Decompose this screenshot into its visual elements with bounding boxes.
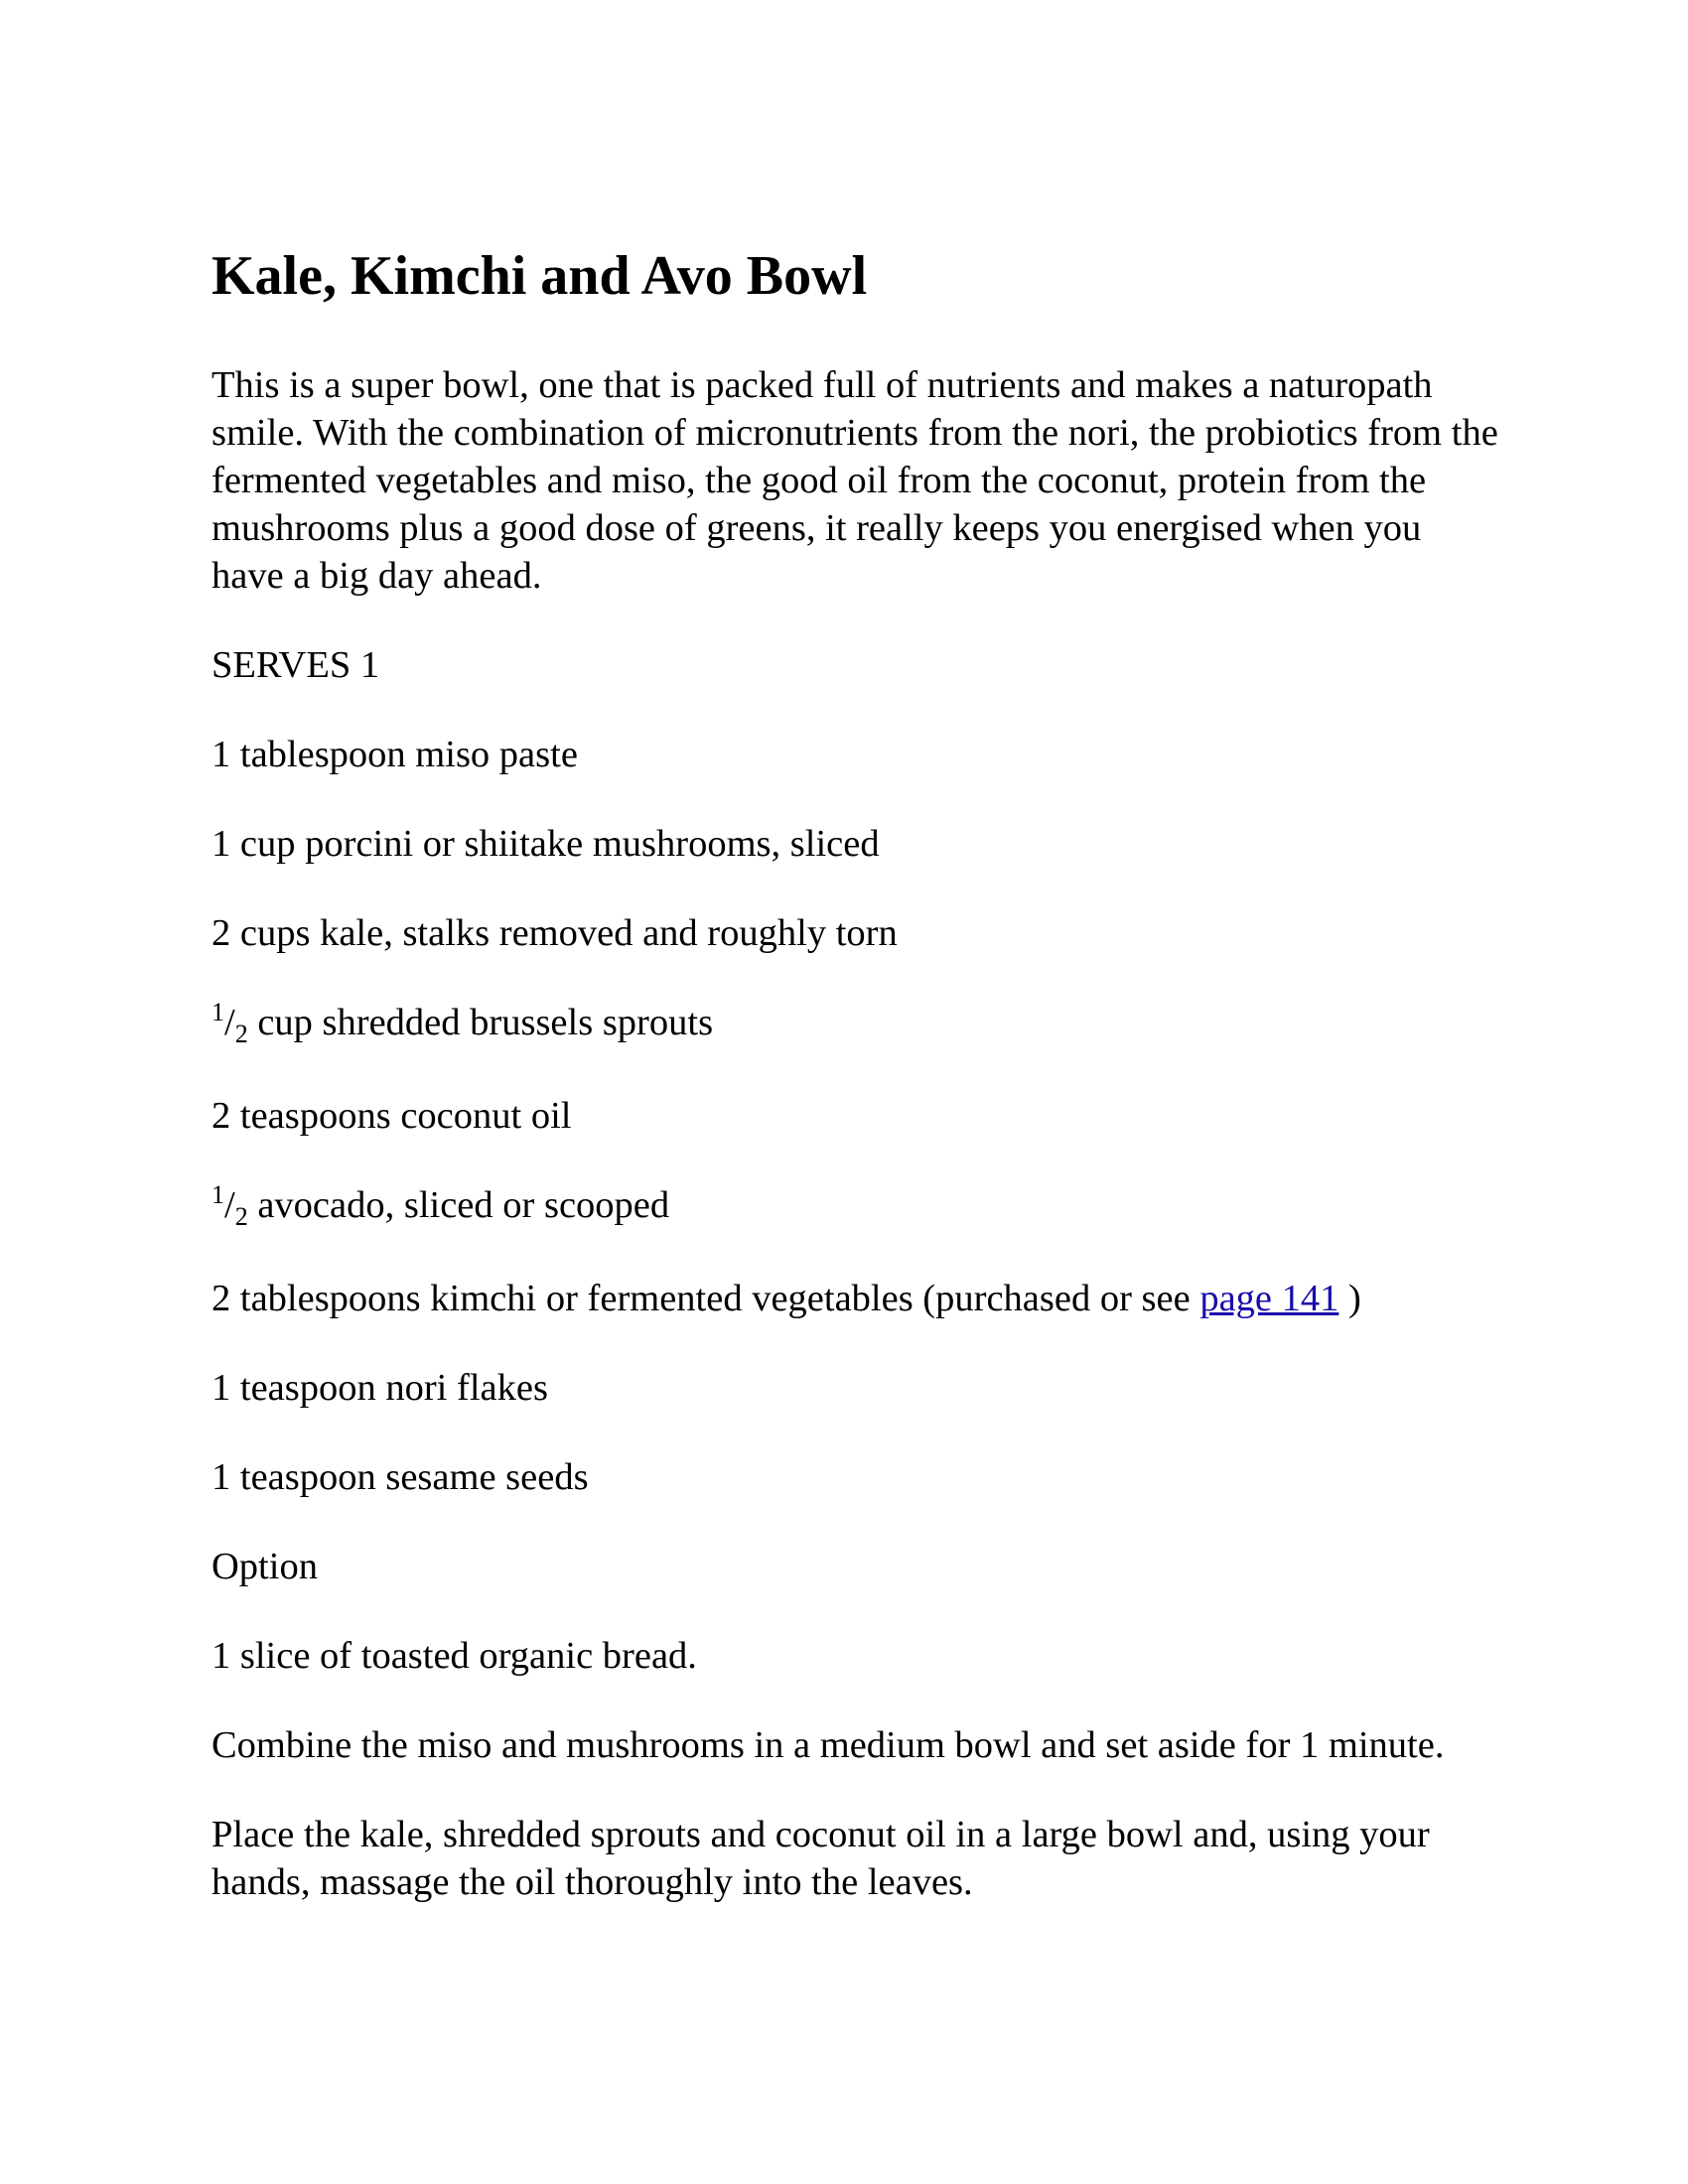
method-step: Place the kale, shredded sprouts and coconut oil in a large bowl and, using your hands, massage the oil thoroughly into the leaves. — [211, 1814, 1430, 1904]
recipe-page — [211, 243, 1502, 1948]
fraction-numerator: 1 — [211, 1179, 224, 1209]
method-step: Combine the miso and mushrooms in a medium bowl and set aside for 1 minute. — [211, 1724, 1445, 1767]
ingredient-avocado — [211, 1181, 1502, 1229]
ingredient-sesame: 1 teaspoon sesame seeds — [211, 1456, 589, 1499]
option-heading: Option — [211, 1546, 318, 1588]
recipe-intro: This is a super bowl, one that is packed full of nutrients and makes a naturopath smile. With the combination of micronutrients from the nori, the probiotics from the fermented vegetables and miso, the good oil from the coconut, protein from the mushrooms plus a good dose of greens, it really keeps you energised when you have a big day ahead. — [211, 364, 1498, 598]
fraction-slash: / — [224, 1002, 235, 1044]
fraction-denominator: 2 — [234, 1201, 248, 1231]
fraction-slash: / — [224, 1184, 235, 1227]
ingredient-kimchi — [211, 1275, 1502, 1322]
ingredient-avocado-text: avocado, sliced or scooped — [247, 1184, 670, 1227]
ingredient-kimchi-text: 2 tablespoons kimchi or fermented vegetables (purchased or see — [211, 1278, 1200, 1320]
option-item: 1 slice of toasted organic bread. — [211, 1635, 697, 1678]
ingredient-mushrooms: 1 cup porcini or shiitake mushrooms, sliced — [211, 823, 880, 866]
page-reference-link[interactable]: page 141 — [1199, 1278, 1339, 1320]
ingredient-kale: 2 cups kale, stalks removed and roughly torn — [211, 912, 898, 955]
fraction-denominator: 2 — [234, 1019, 248, 1048]
ingredient-nori: 1 teaspoon nori flakes — [211, 1367, 548, 1410]
recipe-title: Kale, Kimchi and Avo Bowl — [211, 245, 868, 307]
ingredient-sprouts — [211, 999, 1502, 1046]
ingredient-coconut-oil: 2 teaspoons coconut oil — [211, 1095, 572, 1138]
ingredient-kimchi-close: ) — [1338, 1278, 1361, 1320]
serves-count: SERVES 1 — [211, 644, 380, 687]
fraction-numerator: 1 — [211, 997, 224, 1026]
ingredient-miso: 1 tablespoon miso paste — [211, 734, 578, 776]
ingredient-sprouts-text: cup shredded brussels sprouts — [247, 1002, 714, 1044]
